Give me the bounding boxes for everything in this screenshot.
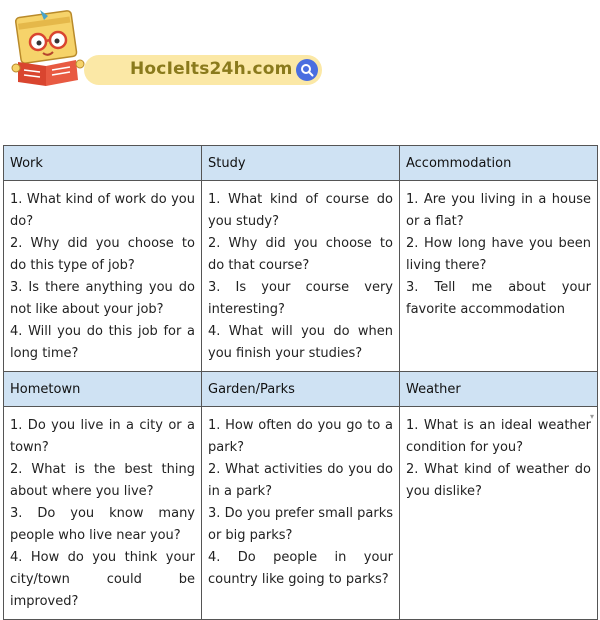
column-header-garden-parks: Garden/Parks — [202, 372, 400, 407]
weather-questions-cell — [400, 407, 598, 620]
column-header-study: Study — [202, 146, 400, 181]
question-item: 1. How often do you go to a park? — [208, 418, 393, 455]
column-header-weather: Weather — [400, 372, 598, 407]
study-questions-cell — [202, 181, 400, 372]
question-item: 3. Do you prefer small parks or big parks? — [208, 506, 393, 543]
question-item: 1. What kind of course do you study? — [208, 192, 393, 229]
question-item: 3. Tell me about your favorite accommodation — [406, 280, 591, 317]
question-item: 3. Do you know many people who live near you? — [10, 506, 195, 543]
search-icon — [300, 63, 314, 77]
column-header-work: Work — [4, 146, 202, 181]
question-item: 4. Will you do this job for a long time? — [10, 324, 195, 361]
question-item: 4. What will you do when you finish your studies? — [208, 324, 393, 361]
question-item: 1. What kind of work do you do? — [10, 192, 195, 229]
question-item: 2. Why did you choose to do this type of job? — [10, 236, 195, 273]
question-item: 2. How long have you been living there? — [406, 236, 591, 273]
question-item: 2. Why did you choose to do that course? — [208, 236, 393, 273]
question-item: 1. Do you live in a city or a town? — [10, 418, 195, 455]
question-item: 3. Is your course very interesting? — [208, 280, 393, 317]
brand-name: HocIelts24h.com — [130, 59, 293, 79]
brand-banner[interactable] — [84, 55, 322, 85]
question-item: 2. What is the best thing about where you live? — [10, 462, 195, 499]
question-item: 1. What is an ideal weather condition for you? — [406, 418, 591, 455]
logo-mascot-icon — [10, 6, 86, 86]
hometown-questions-cell — [4, 407, 202, 620]
column-header-hometown: Hometown — [4, 372, 202, 407]
table-row — [4, 181, 598, 372]
table-row — [4, 407, 598, 620]
search-button[interactable] — [296, 59, 318, 81]
question-item: 3. Is there anything you do not like about your job? — [10, 280, 195, 317]
column-header-accommodation: Accommodation — [400, 146, 598, 181]
question-item: 4. Do people in your country like going to parks? — [208, 550, 393, 587]
accommodation-questions-cell — [400, 181, 598, 372]
question-item: 2. What activities do you do in a park? — [208, 462, 393, 499]
questions-table — [3, 145, 598, 620]
question-item: 1. Are you living in a house or a flat? — [406, 192, 591, 229]
table-header-row — [4, 146, 598, 181]
garden-parks-questions-cell — [202, 407, 400, 620]
resize-handle-icon[interactable]: ▾ — [589, 412, 594, 421]
table-header-row — [4, 372, 598, 407]
question-item: 2. What kind of weather do you dislike? — [406, 462, 591, 499]
question-item: 4. How do you think your city/town could be improved? — [10, 550, 195, 609]
work-questions-cell — [4, 181, 202, 372]
